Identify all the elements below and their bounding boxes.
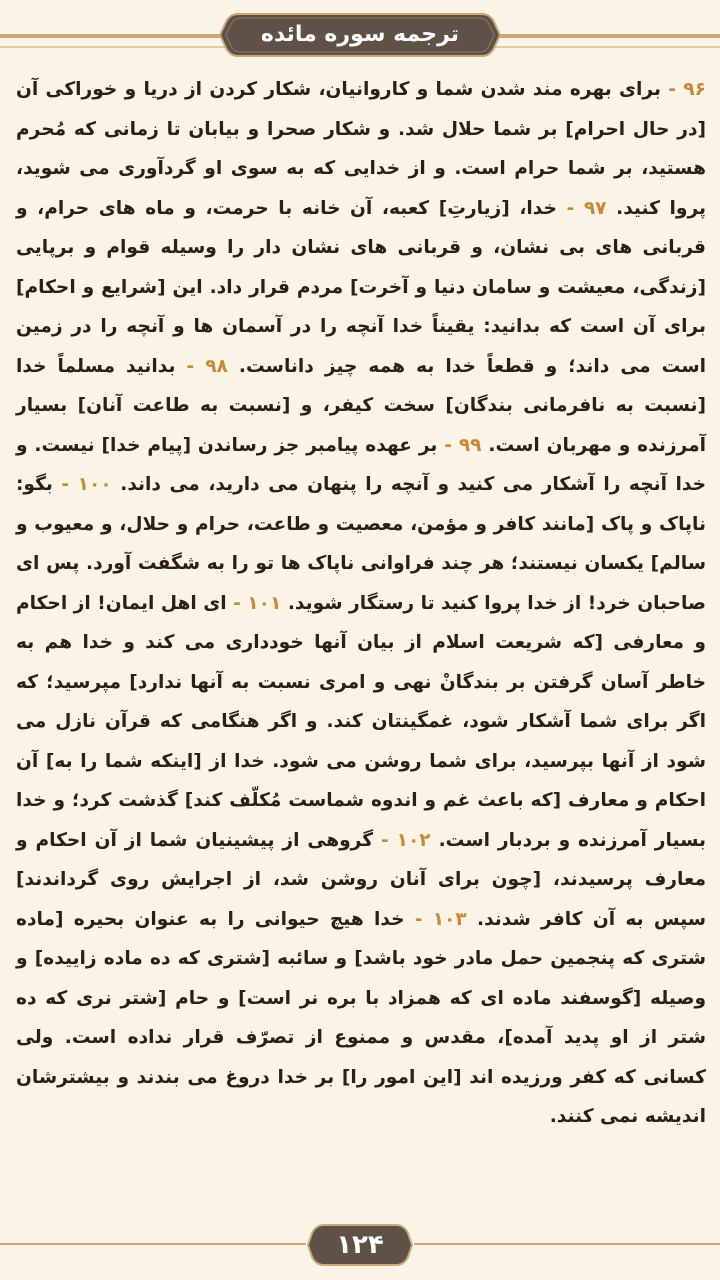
page-number: ۱۲۴ bbox=[336, 1230, 384, 1260]
verse-number: ۹۸ - bbox=[186, 355, 228, 377]
verse-number: ۱۰۱ - bbox=[233, 592, 282, 614]
verse-text: گروهی از پیشینیان شما از آن احکام و معارف پرسیدند، [چون برای آنان روشن شد، از اجرایش روی گرداندند] سپس به آن کافر شدند. bbox=[16, 829, 706, 930]
verse-text: بر عهده پیامبر جز رساندن [پیام خدا] نیست. و خدا آنچه را آشکار می کنید و آنچه را پنهان می دارید، می داند. bbox=[16, 434, 706, 495]
footer-line-right bbox=[414, 1243, 720, 1245]
verse-number: ۱۰۲ - bbox=[380, 829, 431, 851]
footer-line-left bbox=[0, 1243, 306, 1245]
verse-text: ای اهل ایمان! از احکام و معارفی [که شریعت اسلام از بیان آنها خودداری می کند و خدا هم به خاطر آسان گرفتن بر بندگانْ نهی و امری نسبت به آنها ندارد] مپرسید؛ که اگر برای شما آشکار شود، غمگینتان کند. و اگر هنگامی که قرآن نازل می شود از آنها بپرسید، برای شما روشن می شود. خدا از [اینکه شما را به] آن احکام و معارف [که باعث غم و اندوه شماست مُکلّف کند] گذشت کرد؛ و خدا بسیار آمرزنده و بردبار است. bbox=[16, 592, 706, 851]
verse-number: ۱۰۰ - bbox=[61, 474, 112, 495]
page-title: ترجمه سوره مائده bbox=[260, 22, 460, 47]
verse-number: ۹۶ - bbox=[668, 79, 706, 100]
translation-text bbox=[16, 70, 706, 1215]
title-plate bbox=[218, 10, 502, 60]
verse-text: خدا هیچ حیوانی را به عنوان بحیره [ماده شتری که پنجمین حمل مادر خود باشد] و سائبه [شتری که ده ماده زاییده] و وصیله [گوسفند ماده ای که همزاد با بره نر است] و حام [شتر نری که ده شتر از او پدید آمده]، مقدس و ممنوع از تصرّف قرار نداده است. ولی کسانی که کفر ورزیده اند [این امور را] بر خدا دروغ می بندند و بیشترشان اندیشه نمی کنند. bbox=[16, 908, 706, 1127]
verse-number: ۱۰۳ - bbox=[414, 908, 467, 930]
verse-text: برای بهره مند شدن شما و کاروانیان، شکار کردن از دریا و خوراکی آن [در حال احرام] بر شما حلال شد. و شکار صحرا و بیابان تا زمانی که مُحرم هستید، بر شما حرام است. و از خدایی که به سوی او گردآوری می شوید، پروا کنید. bbox=[16, 79, 706, 219]
verse-number: ۹۷ - bbox=[566, 197, 607, 219]
verse-text: بدانید مسلماً خدا [نسبت به نافرمانی بندگان] سخت کیفر، و [نسبت به طاعت آنان] بسیار آمرزنده و مهربان است. bbox=[16, 355, 706, 456]
verse-text: بگو: ناپاک و پاک [مانند کافر و مؤمن، معصیت و طاعت، حرام و حلال، و معیوب و سالم] یکسان نیستند؛ هر چند فراوانی ناپاک ها تو را به شگفت آورد. پس ای صاحبان خرد! از خدا پروا کنید تا رستگار شوید. bbox=[16, 474, 706, 614]
verse-text: خدا، [زیارتِ] کعبه، آن خانه با حرمت، و ماه های حرام، و قربانی های بی نشان، و قربانی های نشان دار را وسیله قوام و برپایی [زندگی، معیشت و سامان دنیا و آخرت] مردم قرار داد. این [شرایع و احکام] برای آن است که بدانید: یقیناً خدا آنچه را در آسمان ها و آنچه را در زمین است می داند؛ و قطعاً خدا به همه چیز داناست. bbox=[16, 197, 706, 377]
page-number-plate bbox=[306, 1222, 414, 1268]
verse-number: ۹۹ - bbox=[444, 434, 482, 456]
translation-paragraph bbox=[16, 70, 706, 1137]
